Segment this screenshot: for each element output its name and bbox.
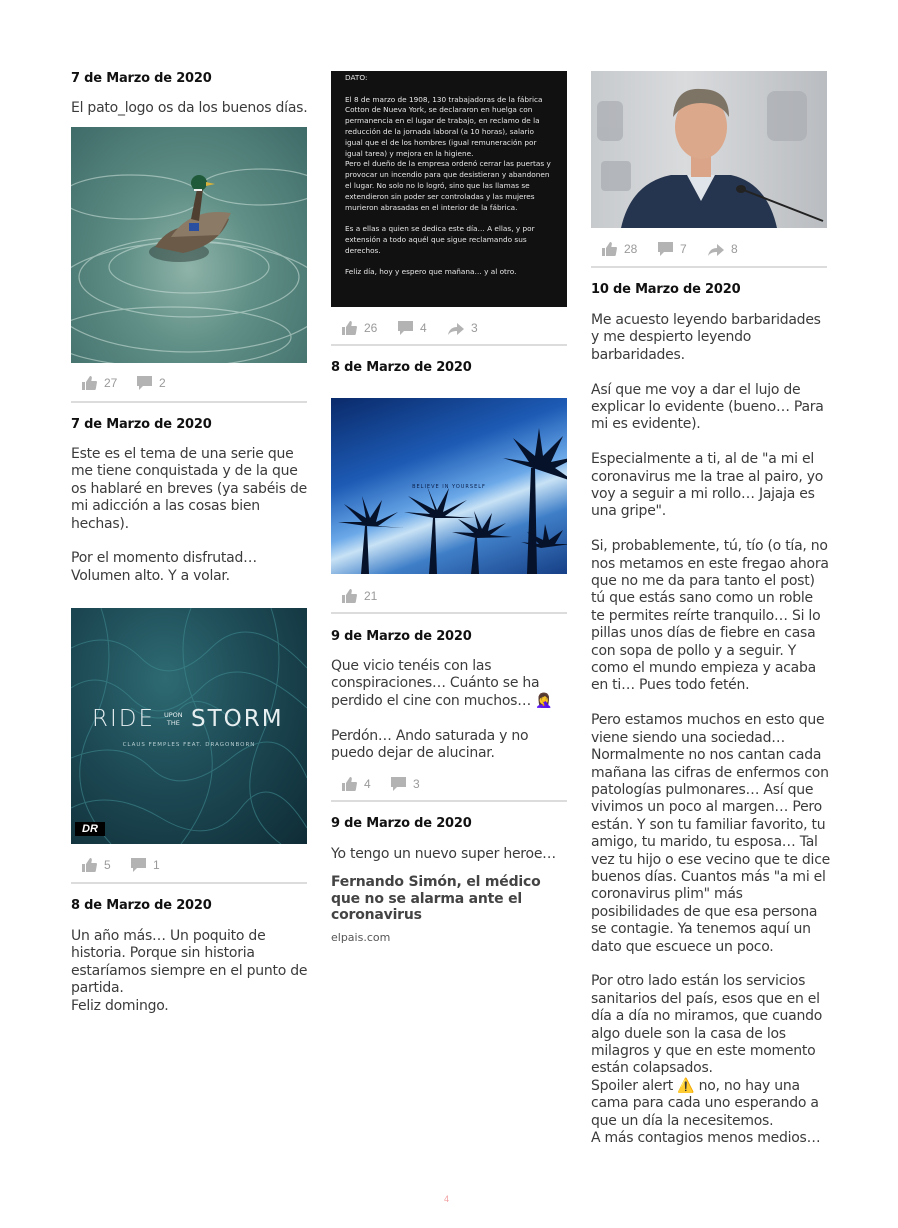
post-stats bbox=[71, 858, 307, 884]
share-arrow-icon bbox=[708, 243, 724, 256]
post-paragraph: Especialmente a ti, al de "a mi el coronavirus me la trae al pairo, yo voy a seguir a mi rollo… Jajaja es una gripe". bbox=[591, 451, 824, 520]
post-paragraph: Pero estamos muchos en esto que viene siendo una sociedad… Normalmente no nos cantan cada mañana las cifras de enfermos con patologías pulmonares… Así que vivimos un poco al margen… Pero están. Y son tu familiar favorito, tu amigo, tu marido, tu esposa… Tal vez tu hijo o ese vecino que te dice buenos días. Cuantos más "a mi el coronavirus plim" más posibilidades de que esa persona se contagie. Ya tenemos aquí un dato que escuece un poco. bbox=[591, 712, 831, 955]
comments-stat[interactable] bbox=[137, 376, 166, 390]
post-date: 7 de Marzo de 2020 bbox=[71, 417, 212, 432]
comments-count: 7 bbox=[680, 242, 687, 256]
speaker-illustration bbox=[591, 71, 827, 228]
shares-count: 8 bbox=[731, 242, 738, 256]
link-source[interactable]: elpais.com bbox=[331, 931, 391, 944]
sky-caption: BELIEVE IN YOURSELF bbox=[412, 484, 486, 490]
thumbs-up-icon bbox=[341, 321, 357, 335]
likes-count: 21 bbox=[364, 589, 378, 603]
dato-image[interactable] bbox=[331, 71, 567, 307]
post-paragraph: Me acuesto leyendo barbaridades y me despierto leyendo barbaridades. bbox=[591, 312, 821, 363]
post-text bbox=[331, 658, 571, 762]
likes-stat[interactable] bbox=[341, 589, 377, 603]
post-paragraph: Así que me voy a dar el lujo de explicar lo evidente (bueno… Para mi es evidente). bbox=[591, 381, 824, 433]
post-paragraph: Por el momento disfrutad… Volumen alto. Y a volar. bbox=[71, 550, 257, 584]
post-paragraph: Si, probablemente, tú, tío (o tía, no nos metamos en este fregao ahora que no me da para tanto el post) tú que estás sano como un roble te permites reírte tranquilo… Si lo pillas unos días de fiebre en casa con sopa de pollo y a seguir. Y como el mundo empieza y acaba en ti… Pues todo fetén. bbox=[591, 538, 829, 694]
likes-count: 27 bbox=[104, 376, 118, 390]
comments-count: 4 bbox=[420, 321, 427, 335]
duck-illustration bbox=[71, 127, 307, 363]
thumbs-up-icon bbox=[81, 376, 97, 390]
comments-stat[interactable] bbox=[131, 858, 160, 872]
post-text bbox=[71, 446, 311, 585]
comments-count: 3 bbox=[413, 777, 420, 791]
likes-stat[interactable] bbox=[341, 777, 371, 791]
link-title[interactable]: Fernando Simón, el médico que no se alarma ante el coronavirus bbox=[331, 874, 541, 923]
likes-stat[interactable] bbox=[341, 321, 377, 335]
duck-photo[interactable] bbox=[71, 127, 307, 363]
shares-stat[interactable] bbox=[708, 242, 738, 256]
dato-heading: DATO: bbox=[345, 73, 368, 82]
divider bbox=[331, 612, 567, 614]
likes-stat[interactable] bbox=[81, 858, 111, 872]
thumbs-up-icon bbox=[341, 777, 357, 791]
post-date: 7 de Marzo de 2020 bbox=[71, 71, 212, 86]
post-text bbox=[71, 100, 311, 117]
post-date: 8 de Marzo de 2020 bbox=[331, 360, 472, 375]
post-stats bbox=[591, 242, 827, 268]
post-paragraph: Que vicio tenéis con las conspiraciones… Cuánto se ha perdido el cine con muchos… 🤦‍♀️ bbox=[331, 658, 553, 709]
comment-icon bbox=[131, 858, 146, 872]
likes-count: 5 bbox=[104, 858, 111, 872]
comment-icon bbox=[398, 321, 413, 335]
likes-count: 26 bbox=[364, 321, 378, 335]
shares-stat[interactable] bbox=[448, 321, 478, 335]
dato-paragraph: Es a ellas a quien se dedica este día… A ellas, y por extensión a todo aquél que sigue reclamando sus derechos. bbox=[345, 224, 535, 255]
comments-stat[interactable] bbox=[658, 242, 687, 256]
share-arrow-icon bbox=[448, 322, 464, 335]
dato-paragraph: El 8 de marzo de 1908, 130 trabajadoras de la fábrica Cotton de Nueva York, se declararon en huelga con permanencia en el lugar de trabajo, en reclamo de la reducción de la jornada laboral (a 10 horas), salario igual que el de los hombres (igual remuneración por igual tarea) y mejora en la higiene. bbox=[345, 94, 543, 158]
post-text bbox=[331, 846, 571, 863]
page-number: 4 bbox=[444, 1194, 450, 1204]
divider bbox=[71, 401, 307, 403]
likes-stat[interactable] bbox=[81, 376, 117, 390]
cover-title-small: UPON THE bbox=[164, 711, 183, 727]
cover-title-right: STORM bbox=[191, 706, 284, 732]
comments-count: 1 bbox=[153, 858, 160, 872]
comments-count: 2 bbox=[159, 376, 166, 390]
post-stats bbox=[71, 376, 307, 402]
album-cover[interactable] bbox=[71, 608, 307, 844]
post-paragraph: Feliz domingo. bbox=[71, 997, 169, 1014]
post-paragraph: El pato_logo os da los buenos días. bbox=[71, 100, 308, 116]
post-paragraph: Por otro lado están los servicios sanitarios del país, esos que en el día a día no miramos, que cuando algo duele son la casa de los milagros y que en este momento están colapsados. Spoiler alert ⚠️ no, no hay una cama para cada uno esperando a que un día la necesitemos. A más contagios menos medios… bbox=[591, 973, 823, 1147]
comment-icon bbox=[391, 777, 406, 791]
comments-stat[interactable] bbox=[398, 321, 427, 335]
divider bbox=[591, 266, 827, 268]
simon-photo[interactable] bbox=[591, 71, 827, 228]
divider bbox=[71, 882, 307, 884]
thumbs-up-icon bbox=[341, 589, 357, 603]
comments-stat[interactable] bbox=[391, 777, 420, 791]
post-text bbox=[591, 312, 831, 1147]
post-paragraph: Yo tengo un nuevo super heroe… bbox=[331, 846, 556, 862]
post-date: 9 de Marzo de 2020 bbox=[331, 816, 472, 831]
dato-paragraph: Feliz día, hoy y espero que mañana… y al otro. bbox=[345, 267, 517, 277]
thumbs-up-icon bbox=[601, 242, 617, 256]
likes-count: 28 bbox=[624, 242, 638, 256]
post-text bbox=[71, 928, 311, 1015]
shares-count: 3 bbox=[471, 321, 478, 335]
comment-icon bbox=[658, 242, 673, 256]
dr-logo: DR bbox=[75, 822, 105, 836]
palm-sky-photo[interactable] bbox=[331, 398, 567, 574]
cover-subtitle: CLAUS FEMPLES FEAT. DRAGONBORN bbox=[122, 742, 256, 748]
dato-paragraph: Pero el dueño de la empresa ordenó cerrar las puertas y provocar un incendio para que desistieran y abandonen el lugar. No solo no lo logró, sino que las llamas se extendieron sin poder ser controladas y las mujeres murieron abrasadas en el interior de la fábrica. bbox=[345, 159, 551, 212]
post-paragraph: Este es el tema de una serie que me tiene conquistada y de la que os hablaré en breves (ya sabéis de mi adicción a las cosas bien hechas). bbox=[71, 446, 307, 532]
post-paragraph: Un año más… Un poquito de historia. Porque sin historia estaríamos siempre en el punto de partida. bbox=[71, 928, 308, 997]
cover-title: RIDE bbox=[92, 706, 156, 732]
likes-stat[interactable] bbox=[601, 242, 637, 256]
post-date: 8 de Marzo de 2020 bbox=[71, 898, 212, 913]
likes-count: 4 bbox=[364, 777, 371, 791]
divider bbox=[331, 800, 567, 802]
thumbs-up-icon bbox=[81, 858, 97, 872]
divider bbox=[331, 344, 567, 346]
comment-icon bbox=[137, 376, 152, 390]
post-paragraph: Perdón… Ando saturada y no puedo dejar de alucinar. bbox=[331, 727, 529, 762]
post-date: 9 de Marzo de 2020 bbox=[331, 629, 472, 644]
post-date: 10 de Marzo de 2020 bbox=[591, 282, 741, 297]
